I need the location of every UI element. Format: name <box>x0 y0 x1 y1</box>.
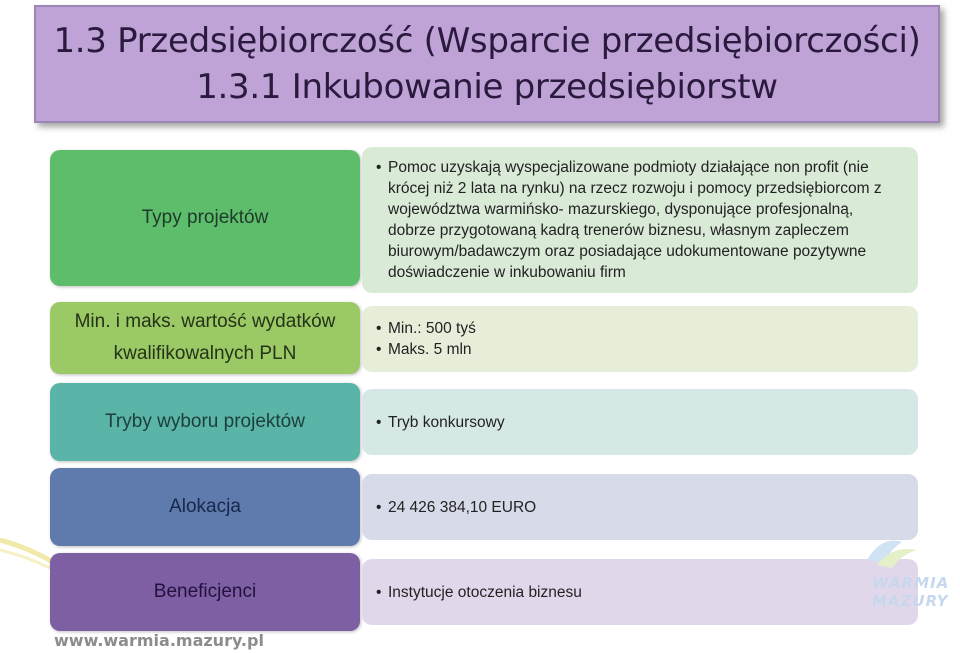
label-allocation: Alokacja <box>50 468 360 546</box>
warmia-mazury-logo <box>832 530 952 620</box>
footer-website-link[interactable]: www.warmia.mazury.pl <box>54 631 264 650</box>
label-min-max-value: Min. i maks. wartość wydatków kwalifikowalnych PLN <box>50 302 360 374</box>
list-item: • 24 426 384,10 EURO <box>376 497 904 518</box>
logo-word-2: MAZURY <box>872 592 949 610</box>
list-item: • Tryb konkursowy <box>376 412 904 433</box>
list-item: • Min.: 500 tyś <box>376 318 904 339</box>
logo-word-1: WARMIA <box>872 574 950 592</box>
label-selection-mode: Tryby wyboru projektów <box>50 383 360 461</box>
slide-title <box>34 5 940 123</box>
title-line-1: 1.3 Przedsiębiorczość (Wsparcie przedsiębiorczości) <box>53 21 921 61</box>
content-selection-mode <box>362 389 918 455</box>
title-line-2: 1.3.1 Inkubowanie przedsiębiorstw <box>196 67 778 107</box>
list-item: • Instytucje otoczenia biznesu <box>376 582 904 603</box>
label-project-types: Typy projektów <box>50 150 360 286</box>
wave-logo-icon <box>862 530 922 570</box>
list-item: • Maks. 5 mln <box>376 339 904 360</box>
content-project-types <box>362 147 918 293</box>
list-item: • Pomoc uzyskają wyspecjalizowane podmioty działające non profit (nie krócej niż 2 lata na rynku) na rzecz rozwoju i pomocy przedsiębiorcom z województwa warmińsko- mazurskiego, dysponujące profesjonalną, dobrze przygotowaną kadrą trenerów biznesu, własnym zapleczem biurowym/badawczym oraz posiadające udokumentowane pozytywne doświadczenie w inkubowaniu firm <box>376 157 904 283</box>
label-beneficiaries: Beneficjenci <box>50 553 360 631</box>
content-min-max-value <box>362 306 918 372</box>
